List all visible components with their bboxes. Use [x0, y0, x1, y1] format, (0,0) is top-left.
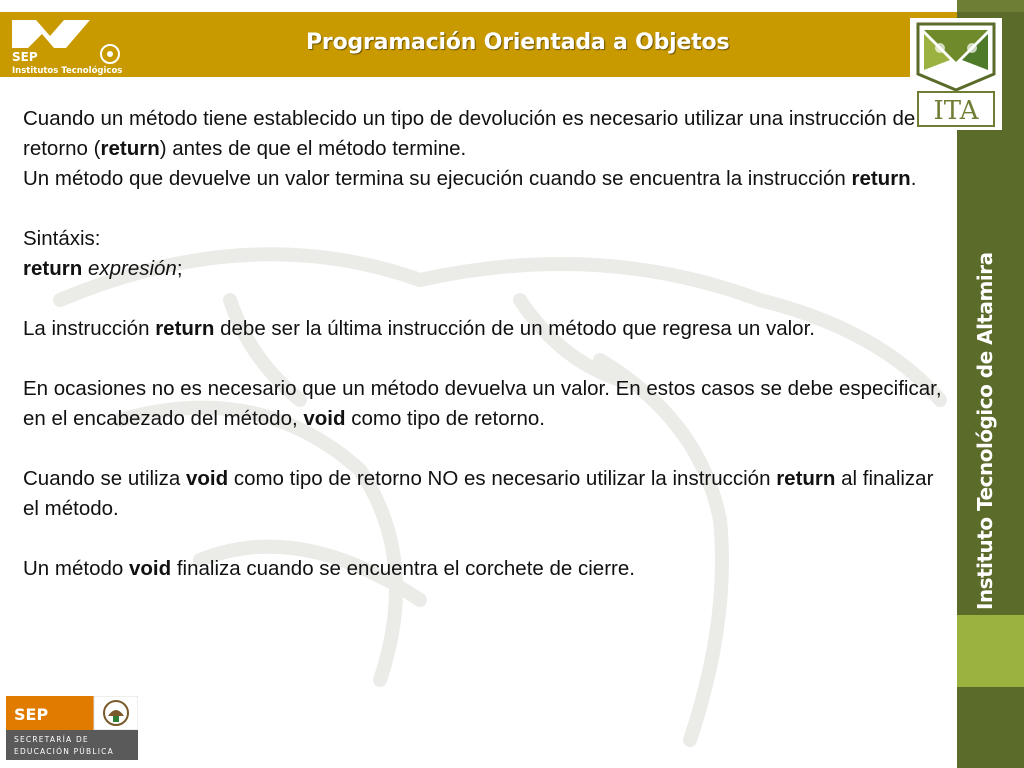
- text-run: Sintáxis:: [23, 227, 101, 250]
- paragraph: [23, 164, 943, 194]
- text-run: En ocasiones no es necesario que un método devuelva un valor. En estos casos se debe especificar, en el encabezado del método,: [23, 377, 942, 430]
- sidebar-top-stripe: [957, 0, 1024, 12]
- text-run: .: [910, 167, 917, 190]
- keyword-text: void: [185, 467, 229, 490]
- keyword-text: return: [155, 317, 215, 340]
- text-run: debe ser la última instrucción de un método que regresa un valor.: [214, 317, 815, 340]
- keyword-text: void: [303, 407, 346, 430]
- keyword-text: return: [851, 167, 911, 190]
- text-run: al finalizar el método.: [23, 467, 934, 520]
- paragraph: [23, 254, 943, 284]
- sep-bottom-text: SEP: [14, 705, 49, 724]
- text-run: como tipo de retorno.: [345, 407, 545, 430]
- text-run: La instrucción: [23, 317, 156, 340]
- text-run: Un método que devuelve un valor termina su ejecución cuando se encuentra la instrucción: [23, 167, 852, 190]
- sep-institutos-logo: [6, 14, 136, 76]
- institutos-text: Institutos Tecnológicos: [12, 66, 123, 76]
- ita-logo-text: ITA: [933, 96, 979, 126]
- institute-name: Instituto Tecnológico de Altamira: [973, 252, 997, 610]
- sep-secretaria-logo: [6, 696, 138, 760]
- paragraph: [23, 554, 943, 584]
- text-run: como tipo de retorno NO es necesario utilizar la instrucción: [228, 467, 777, 490]
- text-run: Un método: [23, 557, 129, 580]
- paragraph: [23, 374, 943, 434]
- text-run: ) antes de que el método termine.: [159, 137, 467, 160]
- header-bar: [0, 12, 958, 77]
- sidebar-accent-stripe: [957, 615, 1024, 687]
- text-run: finaliza cuando se encuentra el corchete de cierre.: [171, 557, 635, 580]
- paragraph: [23, 314, 943, 344]
- secretaria-line2: EDUCACIÓN PÚBLICA: [14, 747, 114, 756]
- paragraph: [23, 224, 943, 254]
- text-run: Cuando un método tiene establecido un tipo de devolución es necesario utilizar una instrucción de retorno (: [23, 107, 916, 160]
- paragraph: [23, 464, 943, 524]
- keyword-text: return: [100, 137, 160, 160]
- sep-top-text: SEP: [12, 50, 38, 64]
- text-run: ;: [176, 257, 183, 280]
- slide-body: [23, 104, 943, 584]
- keyword-text: void: [128, 557, 172, 580]
- italic-text: expresión: [87, 257, 177, 280]
- text-run: Cuando se utiliza: [23, 467, 186, 490]
- secretaria-line1: SECRETARÍA DE: [14, 735, 89, 744]
- keyword-text: return: [23, 257, 83, 280]
- slide-title: Programación Orientada a Objetos: [306, 30, 730, 55]
- paragraph: [23, 104, 943, 164]
- keyword-text: return: [776, 467, 836, 490]
